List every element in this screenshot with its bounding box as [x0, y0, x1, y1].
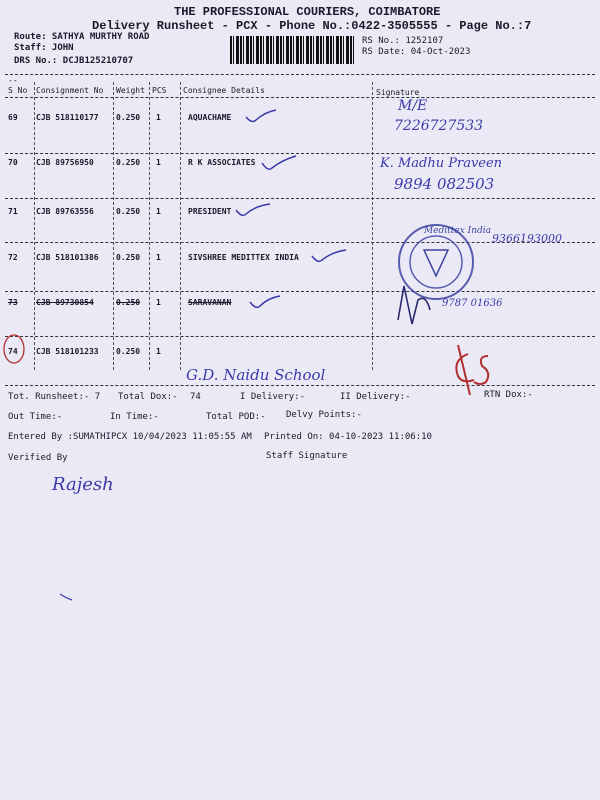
check-mark	[262, 156, 296, 169]
circle-mark	[4, 335, 24, 363]
check-mark	[236, 204, 270, 215]
col-header-signature: Signature	[376, 88, 420, 97]
row-pcs: 1	[156, 113, 161, 122]
stamp-inner	[410, 236, 462, 288]
stamp-logo	[424, 250, 448, 276]
sig70-name: K. Madhu Praveen	[380, 156, 503, 171]
total-runsheet: Tot. Runsheet:- 7	[8, 392, 101, 402]
rs-number: RS No.: 1252107	[362, 36, 444, 46]
check-mark	[250, 296, 280, 307]
total-dox-label: Total Dox:-	[118, 392, 178, 402]
row-pcs: 1	[156, 347, 161, 356]
row-sno: 71	[8, 207, 18, 216]
out-time: Out Time:-	[8, 412, 63, 422]
printed-on: Printed On: 04-10-2023 11:06:10	[264, 432, 432, 442]
total-pod: Total POD:-	[206, 412, 266, 422]
row-consignment: CJB 518101386	[36, 253, 99, 262]
sig69-phone: 7226727533	[394, 118, 484, 134]
sig70-phone: 9894 082503	[394, 175, 495, 193]
row-weight: 0.250	[116, 113, 141, 122]
col-header-pcs: PCS	[152, 86, 167, 95]
row-weight: 0.250	[116, 253, 141, 262]
entered-by: Entered By :SUMATHIPCX 10/04/2023 11:05:55 AM	[8, 432, 252, 442]
row-consignee: PRESIDENT	[188, 207, 232, 216]
stray-mark	[60, 594, 72, 600]
row-consignment: CJB 518110177	[36, 113, 99, 122]
check-mark	[246, 110, 276, 121]
row-weight: 0.250	[116, 158, 141, 167]
row74-note: G.D. Naidu School	[186, 366, 326, 384]
rs-date: RS Date: 04-Oct-2023	[362, 47, 471, 57]
row-consignee: SIVSHREE MEDITTEX INDIA	[188, 253, 299, 262]
cs-mark	[460, 352, 461, 353]
drs-label: DRS No.:	[14, 56, 58, 66]
row-sno: 74	[8, 347, 18, 356]
dash-mark: --	[8, 76, 18, 85]
in-time: In Time:-	[110, 412, 159, 422]
row-pcs: 1	[156, 158, 161, 167]
total-dox-value: 74	[190, 392, 201, 402]
cs-mark-s	[474, 356, 488, 384]
row-weight: 0.250	[116, 347, 141, 356]
row-consignee: AQUACHAME	[188, 113, 232, 122]
delvy-points: Delvy Points:-	[286, 410, 362, 420]
col-header-consignment: Consignment No	[36, 86, 104, 95]
ii-delivery: II Delivery:-	[340, 392, 411, 402]
row-pcs: 1	[156, 207, 161, 216]
rtn-dox: RTN Dox:-	[484, 390, 533, 400]
drs-value: DCJB125210707	[62, 56, 134, 66]
col-header-sno: S No	[8, 86, 28, 95]
sig73-note: 9787 01636	[442, 298, 503, 309]
verified-signature: Rajesh	[52, 474, 114, 495]
row-consignee: SARAVANAN	[188, 298, 232, 307]
row-weight: 0.250	[116, 207, 141, 216]
sig69-name: M/E	[398, 98, 428, 114]
check-mark	[312, 250, 346, 261]
row-consignment: CJB 89730854	[36, 298, 94, 307]
row-consignment: CJB 89763556	[36, 207, 94, 216]
row-sno: 73	[8, 298, 18, 307]
row-pcs: 1	[156, 298, 161, 307]
row-weight: 0.250	[116, 298, 141, 307]
company-name: THE PROFESSIONAL COURIERS, COIMBATORE	[174, 5, 441, 19]
i-delivery: I Delivery:-	[240, 392, 306, 402]
row-consignee: R K ASSOCIATES	[188, 158, 256, 167]
row-pcs: 1	[156, 253, 161, 262]
row-sno: 70	[8, 158, 18, 167]
staff-label: Staff: JOHN	[14, 43, 74, 53]
col-header-consignee: Consignee Details	[183, 86, 265, 95]
row-sno: 69	[8, 113, 18, 122]
col-header-weight: Weight	[116, 86, 145, 95]
row-consignment: CJB 89756950	[36, 158, 94, 167]
row-sno: 72	[8, 253, 18, 262]
route-label: Route: SATHYA MURTHY ROAD	[14, 32, 150, 42]
row-consignment: CJB 518101233	[36, 347, 99, 356]
sig72-phone: 9366193000	[492, 232, 562, 245]
staff-signature: Staff Signature	[266, 451, 348, 461]
runsheet-title: Delivery Runsheet - PCX - Phone No.:0422-3505555 - Page No.:7	[92, 19, 532, 33]
stamp-text: Medittex India	[424, 226, 492, 236]
verified-by: Verified By	[8, 453, 68, 463]
